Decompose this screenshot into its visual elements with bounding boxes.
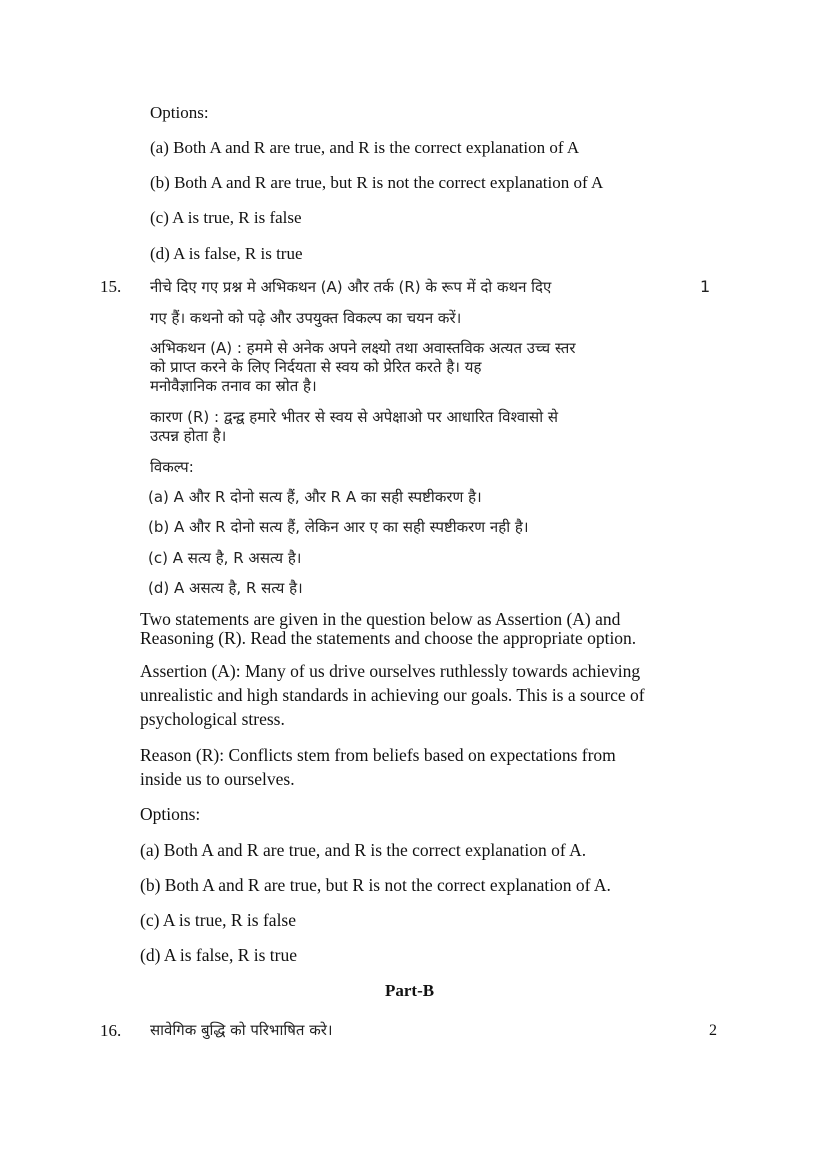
q15-english-assertion-line2: unrealistic and high standards in achieving our goals. This is a source of: [140, 685, 645, 705]
q15-hindi-assertion-line2: को प्राप्त करने के लिए निर्दयता से स्वय को प्रेरित करते है। यह: [150, 358, 482, 376]
q15-english-options-heading: Options:: [140, 804, 201, 824]
q15-english-reason-line2: inside us to ourselves.: [140, 769, 295, 789]
q15-hindi-options-heading: विकल्प:: [150, 458, 194, 476]
part-b-heading: Part-B: [385, 981, 435, 1000]
q15-hindi-reason-line2: उत्पन्न होता है।: [150, 427, 227, 445]
option-a: (a) Both A and R are true, and R is the correct explanation of A: [150, 138, 580, 157]
q15-english-option-b: (b) Both A and R are true, but R is not the correct explanation of A.: [140, 875, 611, 895]
q15-english-assertion-line1: Assertion (A): Many of us drive ourselves ruthlessly towards achieving: [140, 661, 641, 681]
option-d: (d) A is false, R is true: [150, 244, 303, 263]
q15-hindi-option-d: (d) A असत्य है, R सत्य है।: [148, 579, 303, 597]
options-heading: Options:: [150, 103, 209, 122]
q15-english-reason-line1: Reason (R): Conflicts stem from beliefs based on expectations from: [140, 745, 616, 765]
q15-english-assertion-line3: psychological stress.: [140, 709, 285, 729]
q15-english-option-d: (d) A is false, R is true: [140, 945, 297, 965]
q15-english-intro-line1: Two statements are given in the question below as Assertion (A) and: [140, 609, 621, 629]
option-b: (b) Both A and R are true, but R is not the correct explanation of A: [150, 173, 604, 192]
q15-hindi-reason-line1: कारण (R) : द्वन्द्व हमारे भीतर से स्वय से अपेक्षाओ पर आधारित विश्वासो से: [150, 408, 558, 426]
q15-hindi-assertion-line3: मनोवैज्ञानिक तनाव का स्रोत है।: [150, 377, 317, 395]
option-c: (c) A is true, R is false: [150, 208, 302, 227]
q15-hindi-option-c: (c) A सत्य है, R असत्य है।: [148, 549, 302, 567]
question-16-text: सावेगिक बुद्धि को परिभाषित करे।: [150, 1021, 333, 1039]
q15-hindi-intro-line2: गए हैं। कथनो को पढ़े और उपयुक्त विकल्प का चयन करें।: [150, 309, 462, 327]
page-number: 2: [709, 1022, 717, 1039]
q15-hindi-assertion-line1: अभिकथन (A) : हममे से अनेक अपने लक्ष्यो तथा अवास्तविक अत्यत उच्च स्तर: [150, 339, 576, 357]
q15-english-option-a: (a) Both A and R are true, and R is the correct explanation of A.: [140, 840, 587, 860]
q15-hindi-option-b: (b) A और R दोनो सत्य हैं, लेकिन आर ए का सही स्पष्टीकरण नही है।: [148, 518, 529, 536]
question-15-number: 15.: [100, 277, 122, 296]
q15-hindi-intro-line1: नीचे दिए गए प्रश्न मे अभिकथन (A) और तर्क (R) के रूप में दो कथन दिए: [150, 278, 552, 296]
q15-english-option-c: (c) A is true, R is false: [140, 910, 297, 930]
question-15-marks: 1: [700, 277, 711, 296]
q15-english-intro-line2: Reasoning (R). Read the statements and choose the appropriate option.: [140, 628, 637, 648]
q15-hindi-option-a: (a) A और R दोनो सत्य हैं, और R A का सही स्पष्टीकरण है।: [148, 488, 482, 506]
question-16-number: 16.: [100, 1021, 122, 1040]
